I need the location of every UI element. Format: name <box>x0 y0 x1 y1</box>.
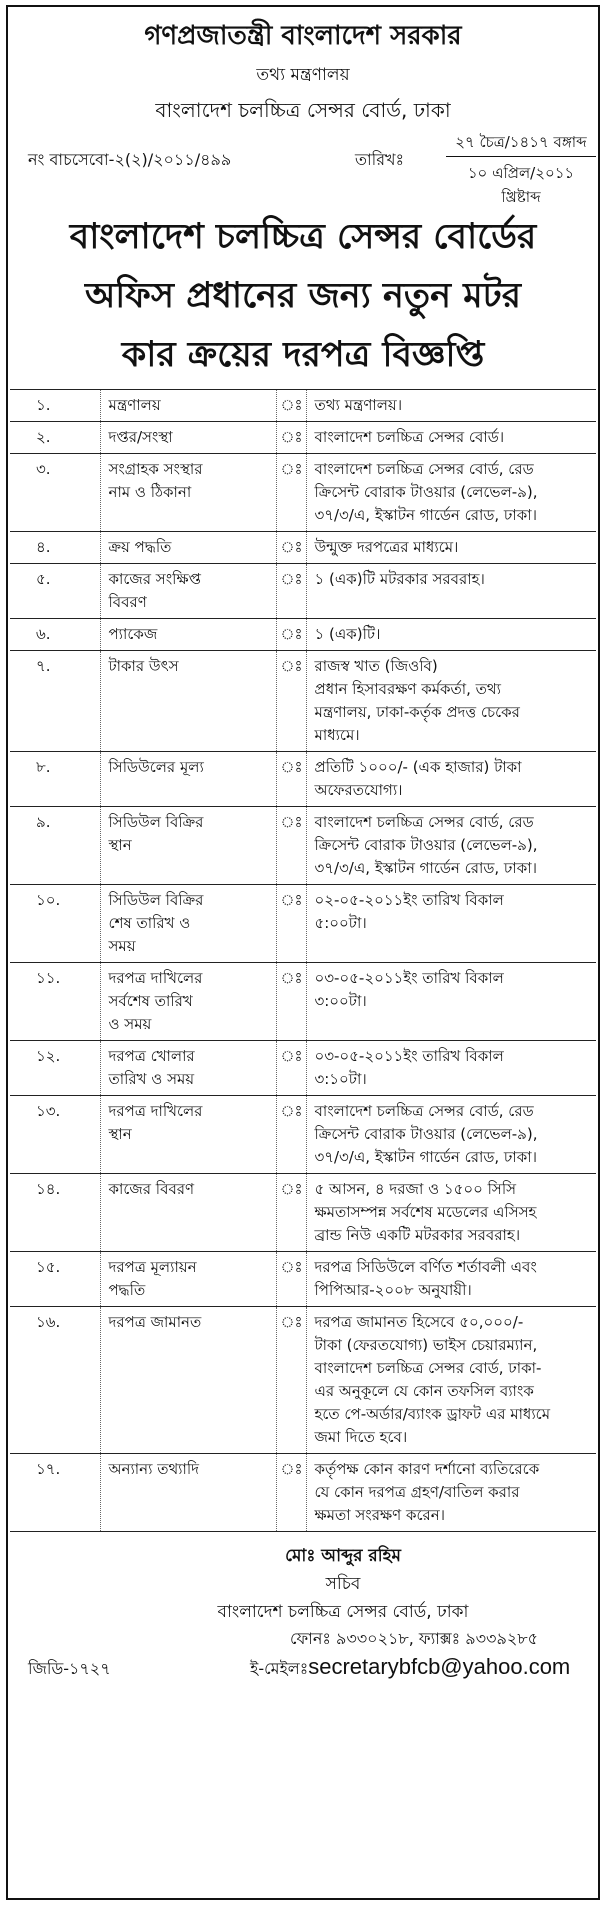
signatory-office: বাংলাদেশ চলচ্চিত্র সেন্সর বোর্ড, ঢাকা <box>217 1602 469 1622</box>
item-separator: ঃ <box>276 1307 306 1454</box>
date-label: তারিখঃ <box>355 150 405 169</box>
item-label-line: টাকার উৎস <box>108 657 179 675</box>
item-label-line: সিডিউল বিক্রির <box>108 813 204 831</box>
item-value <box>306 807 596 885</box>
item-number: ১১. <box>10 963 100 1041</box>
item-value <box>306 1454 596 1532</box>
item-value-line: প্রতিটি ১০০০/- (এক হাজার) টাকা <box>314 758 522 776</box>
table-row <box>10 1252 596 1307</box>
item-value-line: ৫:০০টা। <box>314 914 367 932</box>
item-value-line: ১ (এক)টি মটরকার সরবরাহ। <box>314 570 485 588</box>
item-label <box>100 1307 276 1454</box>
item-number: ১৫. <box>10 1252 100 1307</box>
item-label-line: দরপত্র দাখিলের <box>108 969 203 987</box>
item-separator: ঃ <box>276 619 306 651</box>
item-value-line: দরপত্র সিডিউলে বর্ণিত শর্তাবলী এবং <box>314 1258 537 1276</box>
table-row <box>10 963 596 1041</box>
item-label-line: অন্যান্য তথ্যাদি <box>108 1460 200 1478</box>
item-label-line: স্থান <box>108 1125 132 1143</box>
item-label <box>100 1454 276 1532</box>
item-label-line: দরপত্র মূল্যায়ন <box>108 1258 197 1276</box>
item-separator: ঃ <box>276 1174 306 1252</box>
item-value-line: এর অনুকূলে যে কোন তফসিল ব্যাংক <box>314 1382 534 1400</box>
item-label-line: মন্ত্রণালয় <box>108 396 161 414</box>
table-row <box>10 454 596 532</box>
item-value-line: কর্তৃপক্ষ কোন কারণ দর্শানো ব্যতিরেকে <box>314 1460 540 1478</box>
item-value-line: যে কোন দরপত্র গ্রহণ/বাতিল করার <box>314 1483 520 1501</box>
item-label-line: দরপত্র জামানত <box>108 1313 202 1331</box>
date-block <box>446 130 596 209</box>
item-value-line: ক্রিসেন্ট বোরাক টাওয়ার (লেভেল-৯), <box>314 483 538 501</box>
item-label <box>100 1252 276 1307</box>
item-label-line: শেষ তারিখ ও <box>108 914 191 932</box>
item-value-line: বাংলাদেশ চলচ্চিত্র সেন্সর বোর্ড, রেড <box>314 813 534 831</box>
item-value <box>306 651 596 752</box>
headline-line: কার ক্রয়ের দরপত্র বিজ্ঞপ্তি <box>121 335 485 375</box>
tender-details-table <box>10 389 596 1532</box>
notice-headline <box>10 208 596 385</box>
item-number: ১৬. <box>10 1307 100 1454</box>
item-label-line: সর্বশেষ তারিখ <box>108 992 193 1010</box>
table-row <box>10 619 596 651</box>
date-english: ১০ এপ্রিল/২০১১ খ্রিষ্টাব্দ <box>467 164 575 206</box>
item-label-line: দরপত্র দাখিলের <box>108 1102 203 1120</box>
reference-number: নং বাচসেবো-২(২)/২০১১/৪৯৯ <box>28 150 232 169</box>
item-value-line: জমা দিতে হবে। <box>314 1428 408 1446</box>
item-label <box>100 454 276 532</box>
item-value-line: হতে পে-অর্ডার/ব্যাংক ড্রাফট এর মাধ্যমে <box>314 1405 551 1423</box>
item-separator: ঃ <box>276 422 306 454</box>
item-value-line: ৫ আসন, ৪ দরজা ও ১৫০০ সিসি <box>314 1180 517 1198</box>
item-value <box>306 885 596 963</box>
item-number: ১. <box>10 390 100 422</box>
item-number: ৬. <box>10 619 100 651</box>
item-label <box>100 390 276 422</box>
item-label <box>100 422 276 454</box>
item-label <box>100 752 276 807</box>
email-label: ই-মেইলঃ <box>250 1659 309 1678</box>
item-label-line: বিবরণ <box>108 593 147 611</box>
item-value-line: ১ (এক)টি। <box>314 625 381 643</box>
signatory-name: মোঃ আব্দুর রহিম <box>285 1546 401 1566</box>
item-value-line: বাংলাদেশ চলচ্চিত্র সেন্সর বোর্ড। <box>314 428 505 446</box>
item-value-line: ৩:১০টা। <box>314 1070 367 1088</box>
item-label <box>100 532 276 564</box>
item-separator: ঃ <box>276 752 306 807</box>
item-label <box>100 564 276 619</box>
item-value-line: পিপিআর-২০০৮ অনুযায়ী। <box>314 1281 472 1299</box>
item-value <box>306 1252 596 1307</box>
item-value <box>306 1307 596 1454</box>
item-value-line: ৩:০০টা। <box>314 992 367 1010</box>
item-value-line: ক্ষমতা সংরক্ষণ করেন। <box>314 1506 446 1524</box>
table-row <box>10 532 596 564</box>
item-value-line: মন্ত্রণালয়, ঢাকা-কর্তৃক প্রদত্ত চেকের <box>314 703 520 721</box>
signatory-title: সচিব <box>325 1574 361 1594</box>
table-row <box>10 564 596 619</box>
item-value-line: ব্রান্ড নিউ একটি মটরকার সরবরাহ। <box>314 1226 521 1244</box>
table-row <box>10 651 596 752</box>
item-value-line: ০৩-০৫-২০১১ইং তারিখ বিকাল <box>314 969 504 987</box>
item-number: ৮. <box>10 752 100 807</box>
item-number: ৪. <box>10 532 100 564</box>
item-label-line: দরপত্র খোলার <box>108 1047 195 1065</box>
item-value <box>306 752 596 807</box>
item-label <box>100 885 276 963</box>
item-label-line: তারিখ ও সময় <box>108 1070 195 1088</box>
item-separator: ঃ <box>276 564 306 619</box>
item-label <box>100 619 276 651</box>
item-value-line: ৩৭/৩/এ, ইস্কাটন গার্ডেন রোড, ঢাকা। <box>314 859 537 877</box>
item-separator: ঃ <box>276 807 306 885</box>
item-value-line: বাংলাদেশ চলচ্চিত্র সেন্সর বোর্ড, রেড <box>314 1102 534 1120</box>
item-label-line: সিডিউল বিক্রির <box>108 891 204 909</box>
item-label <box>100 651 276 752</box>
table-row <box>10 390 596 422</box>
table-row <box>10 1041 596 1096</box>
item-value <box>306 532 596 564</box>
item-number: ৩. <box>10 454 100 532</box>
item-separator: ঃ <box>276 885 306 963</box>
item-value-line: উন্মুক্ত দরপত্রের মাধ্যমে। <box>314 538 459 556</box>
item-value-line: টাকা (ফেরতযোগ্য) ভাইস চেয়ারম্যান, <box>314 1336 538 1354</box>
item-value <box>306 422 596 454</box>
table-row <box>10 752 596 807</box>
table-row <box>10 1454 596 1532</box>
item-value-line: ০৩-০৫-২০১১ইং তারিখ বিকাল <box>314 1047 504 1065</box>
item-number: ২. <box>10 422 100 454</box>
item-number: ৫. <box>10 564 100 619</box>
item-value-line: তথ্য মন্ত্রণালয়। <box>314 396 403 414</box>
item-label <box>100 963 276 1041</box>
table-row <box>10 885 596 963</box>
item-label-line: নাম ও ঠিকানা <box>108 483 192 501</box>
table-row <box>10 807 596 885</box>
item-separator: ঃ <box>276 1041 306 1096</box>
item-label-line: কাজের বিবরণ <box>108 1180 195 1198</box>
item-value <box>306 454 596 532</box>
item-value-line: মাধ্যমে। <box>314 726 360 744</box>
email-row <box>250 1654 570 1682</box>
board-name: বাংলাদেশ চলচ্চিত্র সেন্সর বোর্ড, ঢাকা <box>155 98 451 122</box>
item-number: ৭. <box>10 651 100 752</box>
item-separator: ঃ <box>276 454 306 532</box>
item-value-line: ০২-০৫-২০১১ইং তারিখ বিকাল <box>314 891 504 909</box>
item-number: ৯. <box>10 807 100 885</box>
item-separator: ঃ <box>276 651 306 752</box>
item-number: ১৩. <box>10 1096 100 1174</box>
item-value <box>306 1041 596 1096</box>
item-value <box>306 1174 596 1252</box>
table-row <box>10 1096 596 1174</box>
item-separator: ঃ <box>276 390 306 422</box>
item-value-line: অফেরতযোগ্য। <box>314 781 403 799</box>
table-row <box>10 1174 596 1252</box>
date-bangla: ২৭ চৈত্র/১৪১৭ বঙ্গাব্দ <box>446 130 596 157</box>
item-label <box>100 1174 276 1252</box>
headline-line: অফিস প্রধানের জন্য নতুন মটর <box>84 276 522 316</box>
item-value-line: প্রধান হিসাবরক্ষণ কর্মকর্তা, তথ্য <box>314 680 501 698</box>
headline-line: বাংলাদেশ চলচ্চিত্র সেন্সর বোর্ডের <box>69 217 537 257</box>
item-value <box>306 963 596 1041</box>
item-label-line: সিডিউলের মূল্য <box>108 758 204 776</box>
item-value <box>306 390 596 422</box>
item-label <box>100 1041 276 1096</box>
government-title: গণপ্রজাতন্ত্রী বাংলাদেশ সরকার <box>144 21 462 51</box>
item-number: ১০. <box>10 885 100 963</box>
item-number: ১২. <box>10 1041 100 1096</box>
item-value-line: দরপত্র জামানত হিসেবে ৫০,০০০/- <box>314 1313 524 1331</box>
item-value-line: রাজস্ব খাত (জিওবি) <box>314 657 438 675</box>
item-value-line: ক্ষমতাসম্পন্ন সর্বশেষ মডেলের এসিসহ <box>314 1203 537 1221</box>
item-separator: ঃ <box>276 1096 306 1174</box>
item-label-line: সময় <box>108 937 136 955</box>
item-value <box>306 564 596 619</box>
item-label-line: প্যাকেজ <box>108 625 158 643</box>
item-value-line: ক্রিসেন্ট বোরাক টাওয়ার (লেভেল-৯), <box>314 1125 538 1143</box>
item-label-line: পদ্ধতি <box>108 1281 146 1299</box>
item-label-line: সংগ্রাহক সংস্থার <box>108 460 203 478</box>
table-row <box>10 422 596 454</box>
item-number: ১৭. <box>10 1454 100 1532</box>
item-label-line: কাজের সংক্ষিপ্ত <box>108 570 201 588</box>
item-value-line: ৩৭/৩/এ, ইস্কাটন গার্ডেন রোড, ঢাকা। <box>314 506 537 524</box>
ministry-name: তথ্য মন্ত্রণালয় <box>256 65 350 85</box>
item-separator: ঃ <box>276 963 306 1041</box>
item-value <box>306 619 596 651</box>
contact-block <box>10 1626 596 1682</box>
item-value-line: বাংলাদেশ চলচ্চিত্র সেন্সর বোর্ড, রেড <box>314 460 534 478</box>
item-label <box>100 807 276 885</box>
item-label-line: ক্রয় পদ্ধতি <box>108 538 172 556</box>
email-address[interactable]: secretarybfcb@yahoo.com <box>308 1654 571 1679</box>
item-label-line: ও সময় <box>108 1015 152 1033</box>
signature-block <box>10 1542 596 1626</box>
item-value-line: ৩৭/৩/এ, ইস্কাটন গার্ডেন রোড, ঢাকা। <box>314 1148 537 1166</box>
phone-fax: ফোনঃ ৯৩৩০২১৮, ফ্যাক্সঃ ৯৩৩৯২৮৫ <box>290 1629 539 1648</box>
item-separator: ঃ <box>276 1252 306 1307</box>
item-label <box>100 1096 276 1174</box>
item-number: ১৪. <box>10 1174 100 1252</box>
table-row <box>10 1307 596 1454</box>
item-separator: ঃ <box>276 532 306 564</box>
item-label-line: স্থান <box>108 836 132 854</box>
gd-number: জিডি-১৭২৭ <box>28 1659 111 1678</box>
item-value <box>306 1096 596 1174</box>
item-value-line: ক্রিসেন্ট বোরাক টাওয়ার (লেভেল-৯), <box>314 836 538 854</box>
item-value-line: বাংলাদেশ চলচ্চিত্র সেন্সর বোর্ড, ঢাকা- <box>314 1359 542 1377</box>
reference-row <box>10 130 596 206</box>
item-separator: ঃ <box>276 1454 306 1532</box>
item-label-line: দপ্তর/সংস্থা <box>108 428 173 446</box>
